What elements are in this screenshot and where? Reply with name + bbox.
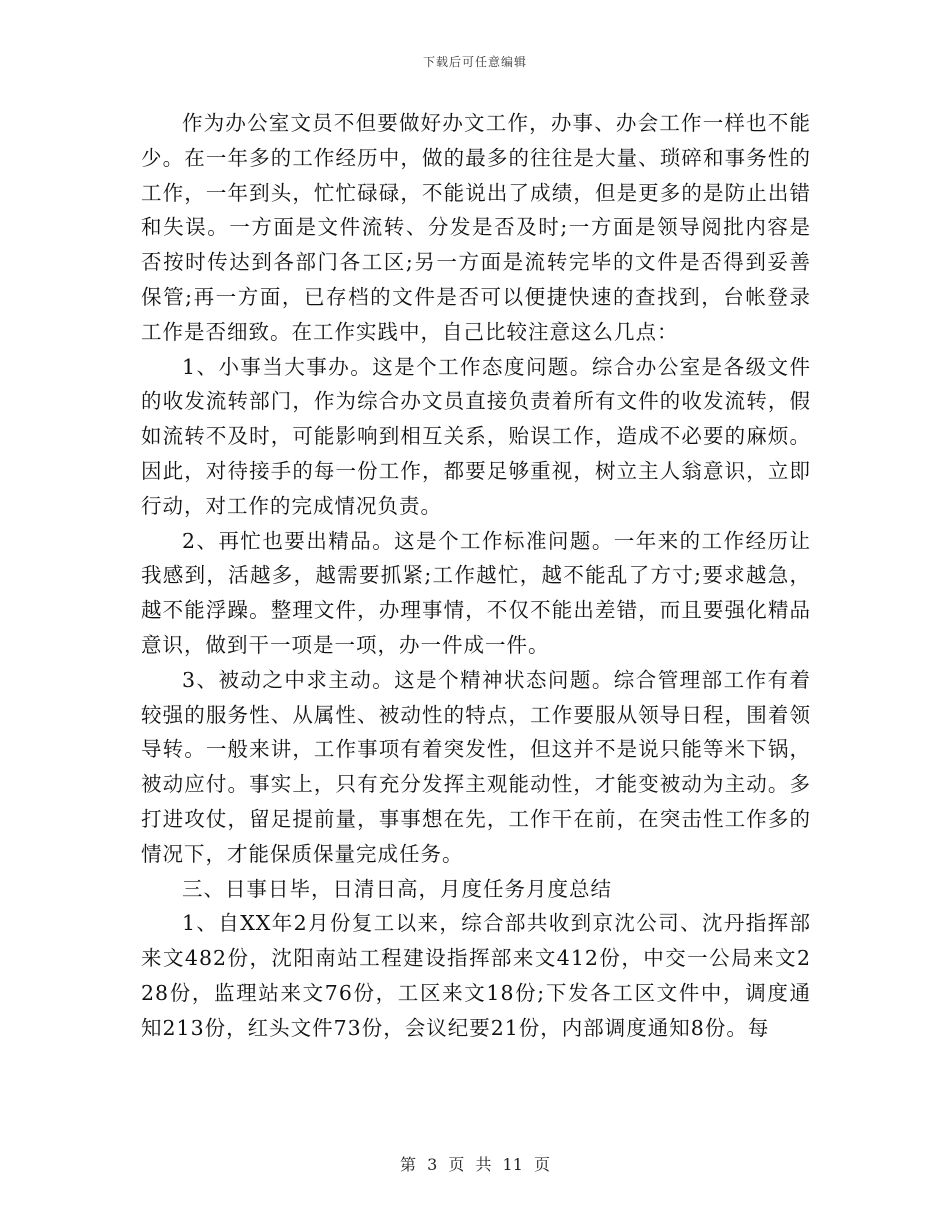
paragraph-2: 1、小事当大事办。这是个工作态度问题。综合办公室是各级文件的收发流转部门，作为综合办文员直接负责着所有文件的收发流转，假如流转不及时，可能影响到相互关系，贻误工作，造成不必要的麻烦。因此，对待接手的每一份工作，都要足够重视，树立主人翁意识，立即行动，对工作的完成情况负责。 <box>141 354 811 518</box>
page-footer: 第 3 页 共 11 页 <box>400 1155 550 1174</box>
document-body <box>141 106 811 1046</box>
page-header: 下载后可任意编辑 <box>422 55 527 69</box>
paragraph-3: 2、再忙也要出精品。这是个工作标准问题。一年来的工作经历让我感到，活越多，越需要抓紧;工作越忙，越不能乱了方寸;要求越急，越不能浮躁。整理文件，办理事情，不仅不能出差错，而且要强化精品意识，做到干一项是一项，办一件成一件。 <box>141 528 811 657</box>
paragraph-5: 1、自XX年2月份复工以来，综合部共收到京沈公司、沈丹指挥部来文482份，沈阳南站工程建设指挥部来文412份，中交一公局来文228份，监理站来文76份，工区来文18份;下发各工区文件中，调度通知213份，红头文件73份，会议纪要21份，内部调度通知8份。每 <box>141 911 811 1040</box>
section-heading: 三、日事日毕，日清日高，月度任务月度总结 <box>182 876 612 901</box>
paragraph-4: 3、被动之中求主动。这是个精神状态问题。综合管理部工作有着较强的服务性、从属性、被动性的特点，工作要服从领导日程，围着领导转。一般来讲，工作事项有着突发性，但这并不是说只能等米下锅，被动应付。事实上，只有充分发挥主观能动性，才能变被动为主动。多打进攻仗，留足提前量，事事想在先，工作干在前，在突击性工作多的情况下，才能保质保量完成任务。 <box>141 667 811 866</box>
paragraph-1: 作为办公室文员不但要做好办文工作，办事、办会工作一样也不能少。在一年多的工作经历中，做的最多的往往是大量、琐碎和事务性的工作，一年到头，忙忙碌碌，不能说出了成绩，但是更多的是防止出错和失误。一方面是文件流转、分发是否及时;一方面是领导阅批内容是否按时传达到各部门各工区;另一方面是流转完毕的文件是否得到妥善保管;再一方面，已存档的文件是否可以便捷快速的查找到，台帐登录工作是否细致。在工作实践中，自己比较注意这么几点： <box>141 111 811 344</box>
